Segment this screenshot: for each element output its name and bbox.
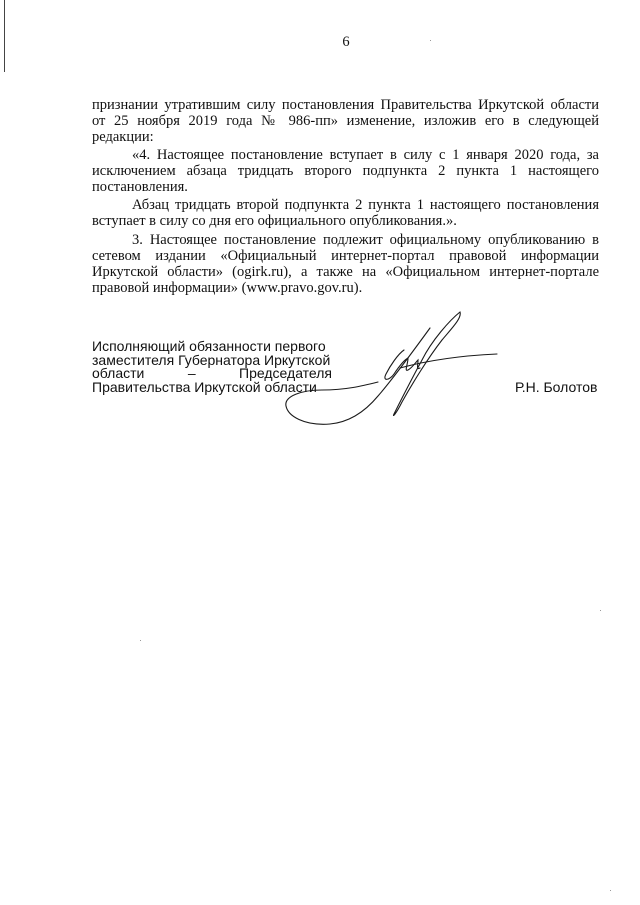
scan-speck bbox=[600, 610, 601, 611]
paragraph-quoted-point-4 bbox=[92, 147, 599, 195]
paragraph-point-3 bbox=[92, 232, 599, 296]
scan-speck bbox=[140, 640, 141, 641]
scan-speck bbox=[610, 890, 611, 891]
paragraph-text: Абзац тридцать второй подпункта 2 пункта 1 настоящего постановления вступает в силу со дня его официального опубликования.». bbox=[92, 197, 599, 229]
signer-name: Р.Н. Болотов bbox=[515, 379, 598, 395]
signer-line-left: области bbox=[92, 365, 145, 381]
signer-line-right: Председателя bbox=[239, 365, 332, 381]
scan-speck bbox=[430, 40, 431, 41]
signer-line: Исполняющий обязанности первого bbox=[92, 338, 326, 354]
page-number: 6 bbox=[342, 34, 350, 50]
scan-edge-mark bbox=[0, 0, 5, 72]
paragraph-abzac bbox=[92, 197, 599, 229]
paragraph-continuation bbox=[92, 97, 599, 145]
handwritten-signature bbox=[282, 310, 512, 430]
paragraph-text: 3. Настоящее постановление подлежит официальному опубликованию в сетевом издании «Официальный интернет-портал правовой информации Иркутской области» (ogirk.ru), а также на «Официальном интернет-портале правовой информации» (www.pravo.gov.ru). bbox=[92, 232, 599, 296]
paragraph-text: признании утратившим силу постановления Правительства Иркутской области от 25 ноября 2019 года № 986-пп» изменение, изложив его в следующей редакции: bbox=[92, 97, 599, 145]
signer-line: заместителя Губернатора Иркутской bbox=[92, 351, 331, 368]
paragraph-text: «4. Настоящее постановление вступает в силу с 1 января 2020 года, за исключением абзаца тридцать второго подпункта 2 пункта 1 настоящего постановления. bbox=[92, 147, 599, 195]
signer-line: Правительства Иркутской области bbox=[92, 378, 317, 395]
signer-line-dash: – bbox=[187, 365, 196, 381]
